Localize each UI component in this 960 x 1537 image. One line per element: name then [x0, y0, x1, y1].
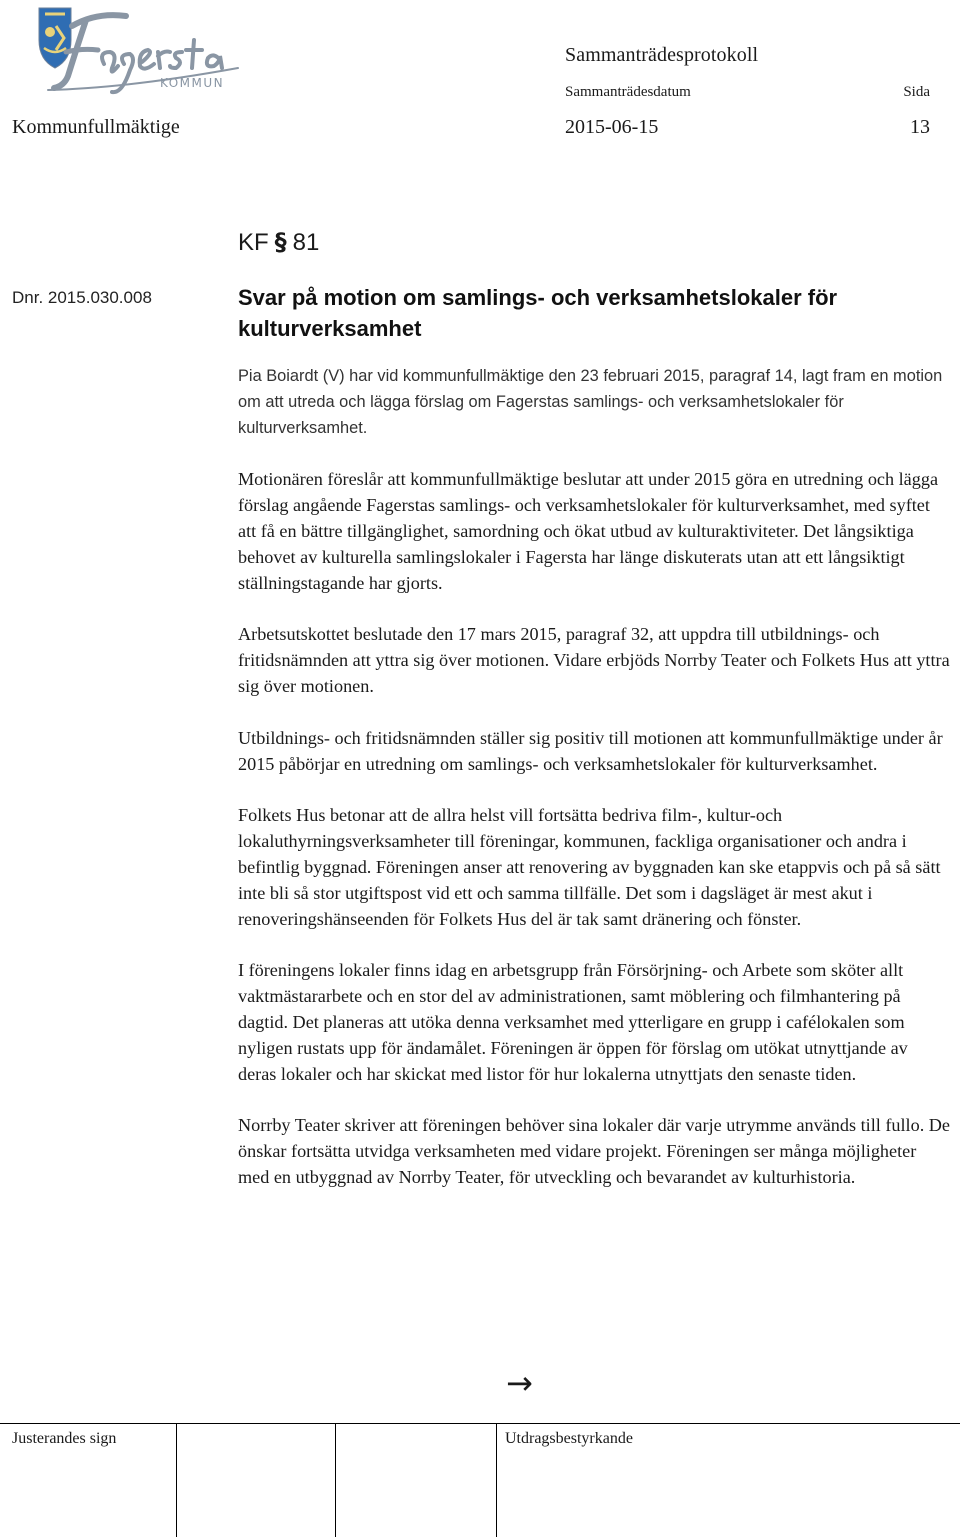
paragraph-symbol: §: [274, 228, 287, 256]
continuation-arrow-icon: →: [506, 1364, 533, 1402]
body-paragraph: Pia Boiardt (V) har vid kommunfullmäktige den 23 februari 2015, paragraf 14, lagt fram en motion om att utreda och lägga förslag om Fagerstas samlings- och verksamhetslokaler för kulturverksamhet.: [238, 367, 943, 437]
utdragsbestyrkande-label: Utdragsbestyrkande: [505, 1430, 633, 1447]
page-label: Sida: [903, 84, 930, 100]
footer-divider: [335, 1424, 336, 1537]
body-text: [238, 364, 950, 1217]
logo-subtext: KOMMUN: [160, 76, 225, 90]
body-paragraph: I föreningens lokaler finns idag en arbetsgrupp från Försörjning- och Arbete som sköter allt vaktmästararbete och en stor del av administrationen, samt möblering och filmhantering på dagtid. Det planeras att utöka denna verksamhet med ytterligare en grupp i cafélokalen som nyligen rustats upp för ändamålet. Föreningen är öppen för förslag om utökat utnyttjande av deras lokaler och har skickat med listor för hur lokalerna utnyttjats den senaste tiden.: [238, 960, 908, 1084]
section-heading: Svar på motion om samlings- och verksamhetslokaler för kulturverksamhet: [238, 285, 838, 341]
page-number: 13: [910, 116, 930, 138]
meeting-date: 2015-06-15: [565, 116, 659, 138]
coat-of-arms-icon: [39, 8, 71, 68]
fagersta-kommun-logo: [8, 4, 248, 100]
body-paragraph: Motionären föreslår att kommunfullmäktige beslutar att under 2015 göra en utredning och lägga förslag angående Fagerstas samlings- och verksamhetslokaler för kulturverksamhet, med syftet att få en bättre tillgänglighet, samordning och ökat utbud av kulturaktiviteter. Det långsiktiga behovet av kulturella samlingslokaler i Fagersta har länge diskuterats utan att ett långsiktigt ställningstagande har gjorts.: [238, 469, 939, 593]
justerandes-sign-label: Justerandes sign: [12, 1430, 117, 1447]
signature-footer: [0, 1423, 960, 1537]
governing-body: Kommunfullmäktige: [12, 116, 180, 138]
body-paragraph: Utbildnings- och fritidsnämnden ställer sig positiv till motionen att kommunfullmäktige under år 2015 påbörjar en utredning om samlings- och verksamhetslokaler för kulturverksamhet.: [238, 727, 943, 774]
body-paragraph: Arbetsutskottet beslutade den 17 mars 2015, paragraf 32, att uppdra till utbildnings- och fritidsnämnden att yttra sig över motionen. Vidare erbjöds Norrby Teater och Folkets Hus att yttra sig över motionen.: [238, 624, 950, 696]
body-paragraph: Norrby Teater skriver att föreningen behöver sina lokaler där varje utrymme används till fullo. De önskar fortsätta utvidga verksamheten med vidare projekt. Föreningen ser många möjligheter med en utbyggnad av Norrby Teater, för utveckling och bevarandet av kulturhistoria.: [238, 1115, 951, 1187]
document-type: Sammanträdesprotokoll: [565, 44, 759, 66]
body-paragraph: Folkets Hus betonar att de allra helst vill fortsätta bedriva film-, kultur-och lokaluthyrningsverksamheter till föreningar, kommunen, fackliga organisationer och andra i befintlig byggnad. Föreningen anser att renovering av byggnaden kan ske etappvis och på så sätt inte bli så stor utgiftspost vid ett och samma tillfälle. Det som i dagsläget är mest akut i renoveringshänseenden för Folkets Hus del är tak samt dränering och fönster.: [238, 805, 941, 929]
paragraph-code-number: 81: [292, 229, 320, 256]
paragraph-code: [238, 228, 319, 257]
footer-divider: [496, 1424, 497, 1537]
meeting-date-label: Sammanträdesdatum: [565, 84, 691, 100]
diary-number: Dnr. 2015.030.008: [12, 288, 152, 307]
footer-divider: [176, 1424, 177, 1537]
paragraph-code-prefix: KF: [238, 229, 269, 256]
